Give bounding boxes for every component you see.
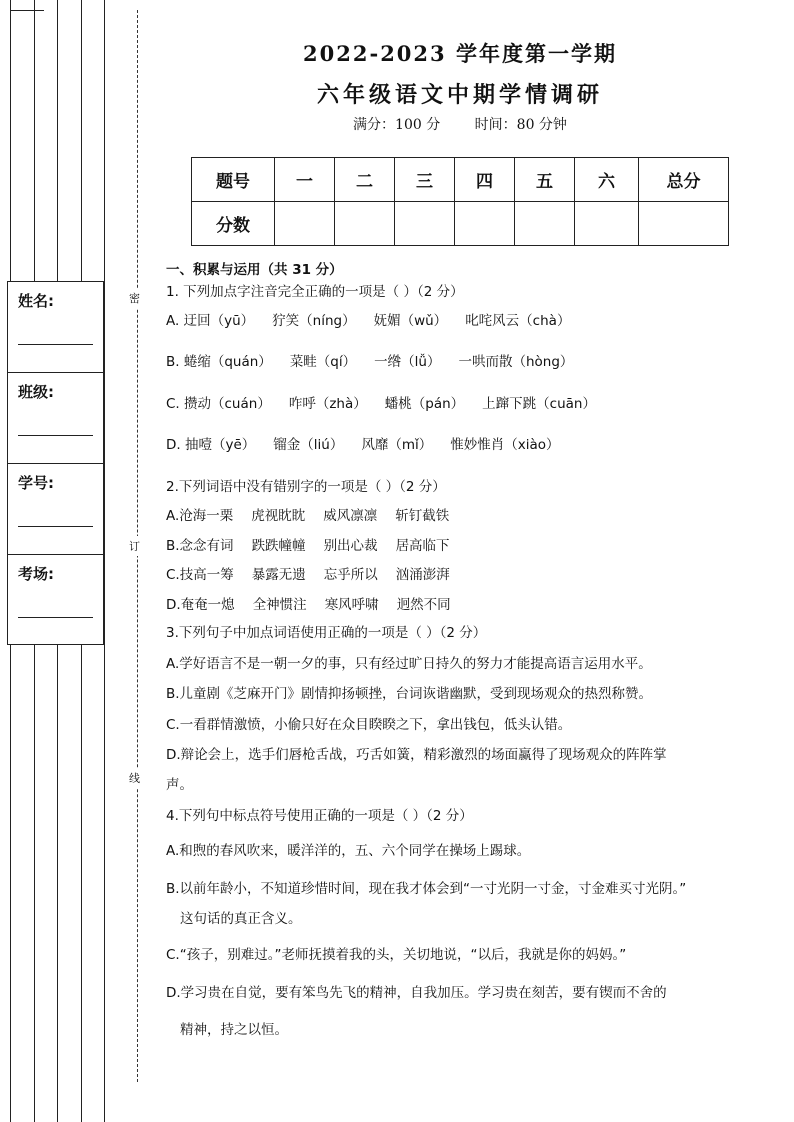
student-info-box: [7, 281, 104, 645]
student-id-cell: [8, 464, 103, 555]
option-part: 一绺（lǚ）: [374, 354, 441, 370]
option-part: 镏金（liú）: [273, 437, 344, 453]
option-part: 威风凛凛: [323, 508, 378, 524]
class-label: 班级:: [18, 383, 54, 401]
exam-room-blank[interactable]: [18, 617, 93, 618]
q4-stem: 4.下列句中标点符号使用正确的一项是（ ）（2 分）: [166, 808, 473, 824]
option-part: B.念念有词: [166, 538, 234, 554]
name-label: 姓名:: [18, 292, 54, 310]
name-blank[interactable]: [18, 344, 93, 345]
student-id-label: 学号:: [18, 474, 54, 492]
q3-option-d-cont: 声。: [166, 777, 193, 793]
score-entry-cell[interactable]: [395, 202, 455, 246]
score-header-cell: 一: [275, 158, 335, 202]
q4-option-d-cont: 精神，持之以恒。: [180, 1022, 288, 1038]
score-header-cell: 三: [395, 158, 455, 202]
option-part: 全神惯注: [252, 597, 307, 613]
option-part: 风靡（mǐ）: [361, 437, 433, 453]
option-part: 汹涌澎湃: [395, 567, 450, 583]
score-header-cell: 二: [335, 158, 395, 202]
q4-option-b: B.以前年龄小，不知道珍惜时间，现在我才体会到“一寸光阴一寸金，寸金难买寸光阴。”: [166, 881, 687, 897]
option-part: 别出心裁: [323, 538, 378, 554]
option-part: 一哄而散（hòng）: [458, 354, 574, 370]
q2-option-d: [166, 593, 451, 613]
exam-title-year: 2022-2023 学年度第一学期: [303, 41, 617, 66]
margin-top-rule: [10, 10, 44, 11]
option-part: D.奄奄一熄: [166, 597, 235, 613]
q3-option-a: A.学好语言不是一朝一夕的事，只有经过旷日持久的努力才能提高语言运用水平。: [166, 656, 652, 672]
option-part: 蟠桃（pán）: [384, 396, 465, 412]
exam-room-label: 考场:: [18, 565, 54, 583]
time-limit: 时间：80 分钟: [474, 117, 567, 133]
q4-option-c: C.“孩子，别难过。”老师抚摸着我的头，关切地说，“以后，我就是你的妈妈。”: [166, 947, 627, 963]
score-header-cell: 题号: [192, 158, 275, 202]
option-part: A. 迂回（yū）: [166, 313, 255, 329]
score-header-cell: 五: [515, 158, 575, 202]
option-part: 惟妙惟肖（xiào）: [450, 437, 560, 453]
seal-mark-xian: 线: [129, 768, 140, 788]
option-part: A.沧海一栗: [166, 508, 234, 524]
option-part: 跌跌幢幢: [251, 538, 306, 554]
score-header-cell: 四: [455, 158, 515, 202]
name-cell: [8, 282, 103, 373]
q2-option-c: [166, 563, 450, 583]
section-1-title: 一、积累与运用（共 31 分）: [166, 262, 343, 278]
q1-option-b: [166, 350, 573, 370]
score-entry-cell[interactable]: [575, 202, 639, 246]
score-entry-cell[interactable]: [455, 202, 515, 246]
score-table: [191, 157, 729, 246]
option-part: D. 抽噎（yē）: [166, 437, 256, 453]
q2-option-b: [166, 534, 450, 554]
option-part: C. 攒动（cuán）: [166, 396, 271, 412]
q4-option-b-cont: 这句话的真正含义。: [180, 911, 302, 927]
option-part: 迥然不同: [396, 597, 451, 613]
q4-option-a: A.和煦的春风吹来，暖洋洋的，五、六个同学在操场上踢球。: [166, 843, 531, 859]
option-part: 妩媚（wǔ）: [373, 313, 448, 329]
full-score: 满分：100 分: [353, 117, 441, 133]
q3-stem: 3.下列句子中加点词语使用正确的一项是（ ）（2 分）: [166, 625, 487, 641]
q2-option-a: [166, 504, 449, 524]
q3-option-c: C.一看群情激愤，小偷只好在众目睽睽之下，拿出钱包，低头认错。: [166, 717, 572, 733]
q3-option-b: B.儿童剧《芝麻开门》剧情抑扬顿挫，台词诙谐幽默，受到现场观众的热烈称赞。: [166, 686, 653, 702]
exam-title-main: 六年级语文中期学情调研: [316, 82, 603, 108]
score-header-cell: 六: [575, 158, 639, 202]
option-part: B. 蜷缩（quán）: [166, 354, 272, 370]
option-part: 斩钉截铁: [395, 508, 450, 524]
score-table-score-row: [192, 202, 729, 246]
score-table-header-row: [192, 158, 729, 202]
q1-option-d: [166, 433, 560, 453]
score-entry-cell[interactable]: [335, 202, 395, 246]
q3-option-d: D.辩论会上，选手们唇枪舌战，巧舌如簧，精彩激烈的场面赢得了现场观众的阵阵掌: [166, 747, 667, 763]
option-part: 居高临下: [395, 538, 450, 554]
score-entry-cell[interactable]: [275, 202, 335, 246]
student-id-blank[interactable]: [18, 526, 93, 527]
option-part: 忘乎所以: [323, 567, 378, 583]
option-part: 上蹿下跳（cuān）: [482, 396, 596, 412]
score-entry-cell[interactable]: [515, 202, 575, 246]
score-entry-cell[interactable]: [639, 202, 729, 246]
option-part: 叱咤风云（chà）: [465, 313, 571, 329]
q1-stem: 1. 下列加点字注音完全正确的一项是（ ）（2 分）: [166, 284, 464, 300]
exam-room-cell: [8, 555, 103, 645]
q1-option-c: [166, 392, 596, 412]
q4-option-d: D.学习贵在自觉，要有笨鸟先飞的精神，自我加压。学习贵在刻苦，要有锲而不舍的: [166, 985, 667, 1001]
class-blank[interactable]: [18, 435, 93, 436]
class-cell: [8, 373, 103, 464]
score-header-cell: 总分: [639, 158, 729, 202]
seal-mark-mi: 密: [129, 288, 140, 308]
option-part: 寒风呼啸: [324, 597, 379, 613]
exam-meta: [160, 114, 760, 134]
q2-stem: 2.下列词语中没有错别字的一项是（ ）（2 分）: [166, 479, 446, 495]
score-row-label: 分数: [192, 202, 275, 246]
option-part: 虎视眈眈: [251, 508, 306, 524]
option-part: 狞笑（níng）: [272, 313, 356, 329]
option-part: C.技高一筹: [166, 567, 234, 583]
option-part: 菜畦（qí）: [289, 354, 357, 370]
margin-line-5: [104, 0, 105, 1122]
option-part: 咋呼（zhà）: [288, 396, 367, 412]
option-part: 暴露无遗: [251, 567, 306, 583]
seal-mark-ding: 订: [129, 536, 140, 556]
q1-option-a: [166, 309, 570, 329]
